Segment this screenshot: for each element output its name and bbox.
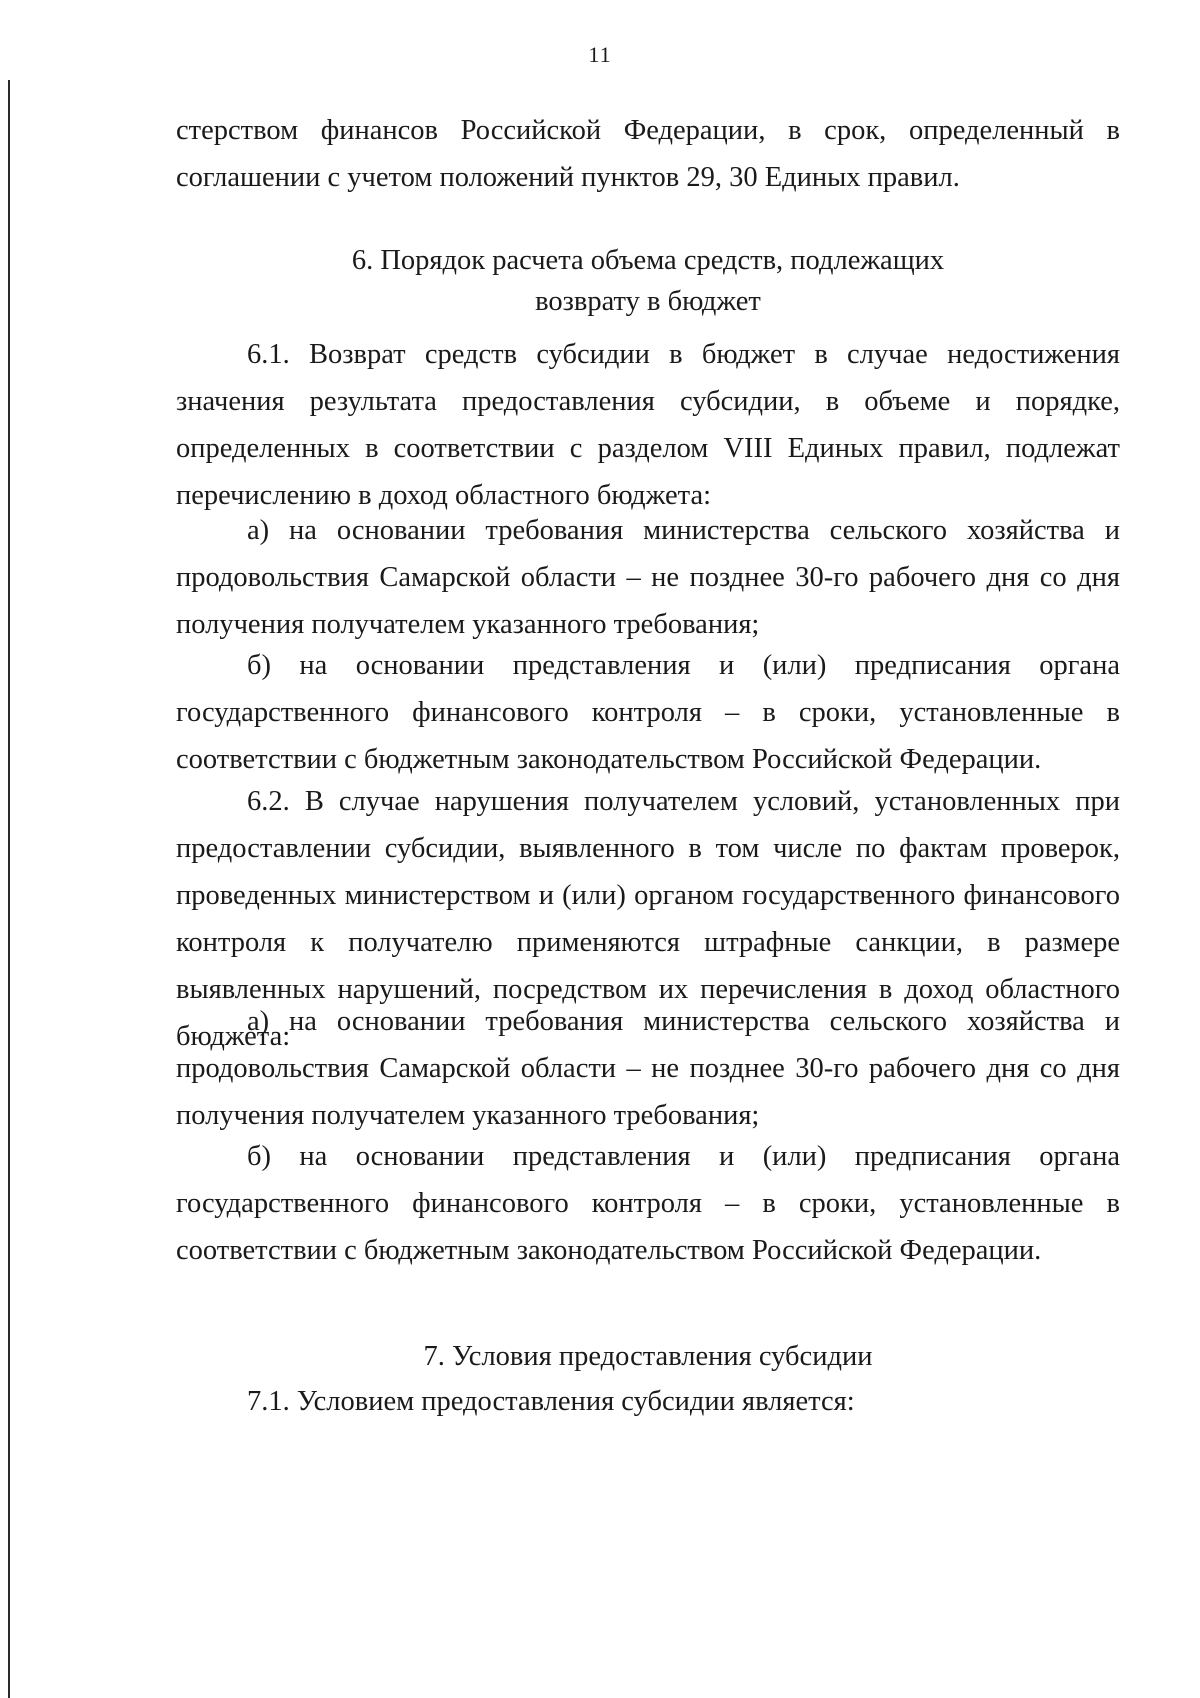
section-7-heading: [176, 1336, 1120, 1377]
section-7-heading-text: 7. Условия предоставления субсидии: [423, 1341, 873, 1372]
section-6-heading: [176, 240, 1120, 322]
section-6-heading-line-2: возврату в бюджет: [535, 286, 761, 317]
paragraph-7-1: 7.1. Условием предоставления субсидии является:: [247, 1386, 855, 1417]
paragraph-6-1: 6.1. Возврат средств субсидии в бюджет в случае недостижения значения результата предоставления субсидии, в объеме и порядке, определенных в соответствии с разделом VIII Единых правил, подлежат перечислению в доход областного бюджета:: [176, 339, 1120, 511]
paragraph-6-2-a: а) на основании требования министерства сельского хозяйства и продовольствия Самарской области – не позднее 30-го рабочего дня со дня получения получателем указанного требования;: [176, 1006, 1120, 1131]
paragraph-6-1-b: б) на основании представления и (или) предписания органа государственного финансового контроля – в сроки, установленные в соответствии с бюджетным законодательством Российской Федерации.: [176, 650, 1120, 775]
intro-paragraph: стерством финансов Российской Федерации, в срок, определенный в соглашении с учетом положений пунктов 29, 30 Единых правил.: [176, 115, 1120, 193]
paragraph-6-2: 6.2. В случае нарушения получателем условий, установленных при предоставлении субсидии, выявленного в том числе по фактам проверок, проведенных министерством и (или) органом государственного финансового контроля к получателю применяются штрафные санкции, в размере выявленных нарушений, посредством их перечисления в доход областного бюджета:: [176, 786, 1120, 1052]
scan-edge-line: [8, 80, 10, 1698]
paragraph-6-1-a: а) на основании требования министерства сельского хозяйства и продовольствия Самарской области – не позднее 30-го рабочего дня со дня получения получателем указанного требования;: [176, 515, 1120, 640]
page-number: 11: [588, 42, 612, 67]
section-6-heading-line-1: 6. Порядок расчета объема средств, подлежащих: [351, 245, 945, 276]
paragraph-6-2-b: б) на основании представления и (или) предписания органа государственного финансового контроля – в сроки, установленные в соответствии с бюджетным законодательством Российской Федерации.: [176, 1141, 1120, 1266]
